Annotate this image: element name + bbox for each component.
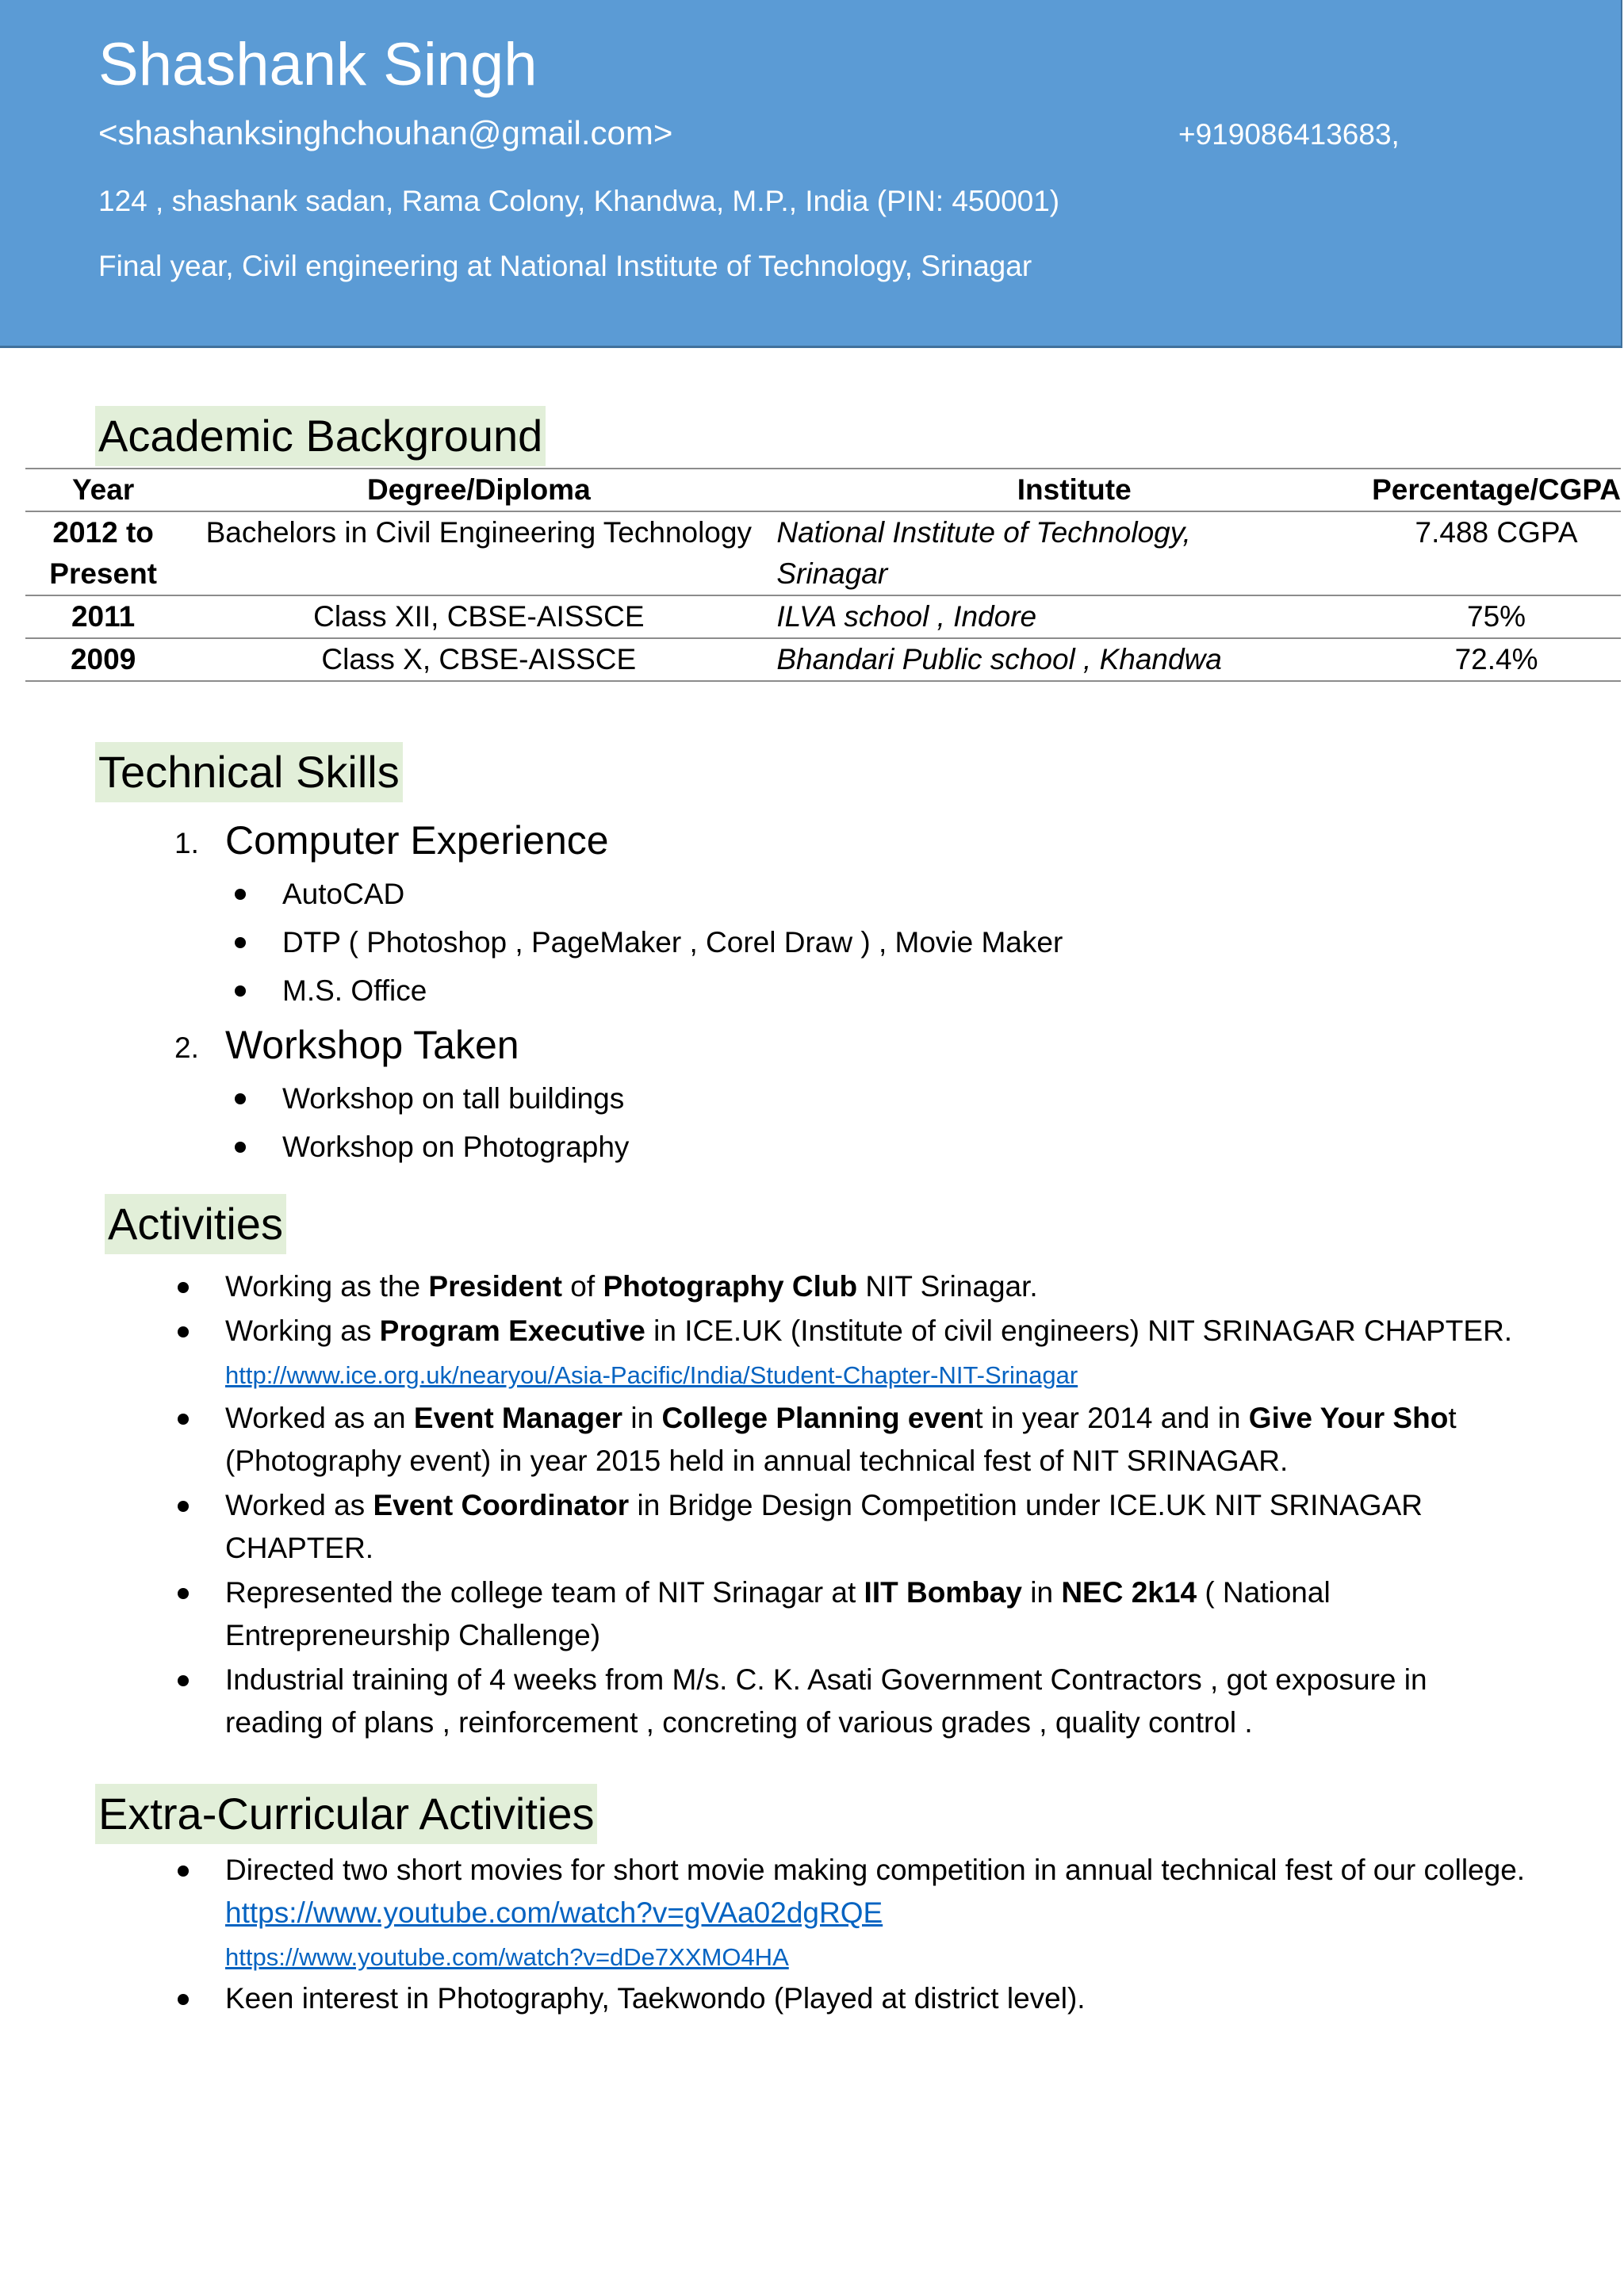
youtube-link[interactable]: https://www.youtube.com/watch?v=dDe7XXMO4HA: [225, 1943, 789, 1971]
skill-group-title: Computer Experience: [225, 818, 609, 863]
table-row: [25, 638, 1621, 681]
skill-group-title: Workshop Taken: [225, 1023, 519, 1067]
bullet-icon: [178, 1326, 189, 1337]
section-title-academic: Academic Background: [95, 406, 546, 466]
bullet-icon: [178, 1866, 189, 1877]
score-cell: 7.488 CGPA: [1415, 516, 1578, 549]
year-cell: 2011: [71, 600, 136, 633]
degree-cell: Class X, CBSE-AISSCE: [321, 643, 637, 675]
institute-cell: National Institute of Technology, Srinagar: [776, 516, 1191, 590]
list-item: M.S. Office: [0, 970, 1063, 1019]
computer-skills-list: [0, 874, 1063, 1019]
column-header: Institute: [1017, 473, 1132, 506]
list-item: Working as Program Executive in ICE.UK (Institute of civil engineers) NIT SRINAGAR CHAPTER. http://www.ice.org.uk/nearyou/Asia-Pacific/India/Student-Chapter-NIT-Srinagar: [0, 1310, 1624, 1395]
table-header-row: [25, 469, 1621, 511]
section-title-activities: Activities: [105, 1194, 286, 1254]
year-cell: 2012 to Present: [49, 516, 157, 590]
skill-group-number: 1.: [174, 827, 199, 859]
academic-table: [25, 468, 1621, 682]
candidate-name: Shashank Singh: [98, 31, 538, 98]
bullet-icon: [178, 1282, 189, 1293]
list-item: Worked as Event Coordinator in Bridge Design Competition under ICE.UK NIT SRINAGAR CHAPTER.: [0, 1484, 1624, 1570]
bullet-icon: [235, 1093, 246, 1104]
list-item: Workshop on Photography: [0, 1127, 629, 1175]
list-item: DTP ( Photoshop , PageMaker , Corel Draw ) , Movie Maker: [0, 922, 1063, 970]
degree-cell: Class XII, CBSE-AISSCE: [313, 600, 645, 633]
list-item: Industrial training of 4 weeks from M/s. C. K. Asati Government Contractors , got exposure in reading of plans , reinforcement , concreting of various grades , quality control .: [0, 1659, 1624, 1744]
column-header: Year: [72, 473, 135, 506]
activities-list: [0, 1265, 1624, 1746]
address: 124 , shashank sadan, Rama Colony, Khandwa, M.P., India (PIN: 450001): [98, 185, 1060, 217]
list-item: Represented the college team of NIT Srinagar at IIT Bombay in NEC 2k14 ( National Entrepreneurship Challenge): [0, 1571, 1624, 1657]
bullet-icon: [178, 1994, 189, 2005]
bullet-icon: [178, 1675, 189, 1686]
year-cell: 2009: [70, 643, 136, 675]
score-cell: 72.4%: [1454, 643, 1538, 675]
table-row: [25, 511, 1621, 595]
list-item: Keen interest in Photography, Taekwondo (Played at district level).: [0, 1977, 1624, 2020]
list-item: Working as the President of Photography Club NIT Srinagar.: [0, 1265, 1624, 1308]
ice-chapter-link[interactable]: http://www.ice.org.uk/nearyou/Asia-Pacific/India/Student-Chapter-NIT-Srinagar: [225, 1361, 1078, 1389]
list-item: Workshop on tall buildings: [0, 1078, 629, 1127]
degree-cell: Bachelors in Civil Engineering Technology: [205, 516, 752, 549]
list-item: AutoCAD: [0, 874, 1063, 922]
bullet-icon: [178, 1501, 189, 1512]
institute-cell: Bhandari Public school , Khandwa: [776, 643, 1222, 675]
section-title-extra: Extra-Curricular Activities: [95, 1784, 597, 1844]
section-title-skills: Technical Skills: [95, 742, 403, 802]
list-item: Directed two short movies for short movie making competition in annual technical fest of our college. https://www.youtube.com/watch?v=gVAa02dgRQE https://www.youtube.com/watch?v=dDe7XXMO4HA: [0, 1849, 1624, 1977]
bullet-icon: [235, 985, 246, 997]
header-banner: [0, 0, 1622, 348]
column-header: Degree/Diploma: [366, 473, 591, 506]
column-header: Percentage/CGPA: [1372, 473, 1621, 506]
bullet-icon: [235, 889, 246, 900]
bullet-icon: [235, 1142, 246, 1153]
education-status: Final year, Civil engineering at National Institute of Technology, Srinagar: [98, 250, 1032, 282]
youtube-link[interactable]: https://www.youtube.com/watch?v=gVAa02dgRQE: [225, 1896, 883, 1929]
list-item: Worked as an Event Manager in College Planning event in year 2014 and in Give Your Shot (Photography event) in year 2015 held in annual technical fest of NIT SRINAGAR.: [0, 1397, 1624, 1483]
bullet-icon: [178, 1588, 189, 1599]
table-row: [25, 595, 1621, 638]
bullet-icon: [235, 937, 246, 948]
skill-group-number: 2.: [174, 1031, 199, 1064]
institute-cell: ILVA school , Indore: [776, 600, 1037, 633]
email: <shashanksinghchouhan@gmail.com>: [98, 114, 673, 151]
phone: +919086413683,: [1178, 118, 1400, 151]
score-cell: 75%: [1467, 600, 1526, 633]
bullet-icon: [178, 1414, 189, 1425]
extra-curricular-list: [0, 1849, 1624, 2020]
workshop-list: [0, 1078, 629, 1175]
